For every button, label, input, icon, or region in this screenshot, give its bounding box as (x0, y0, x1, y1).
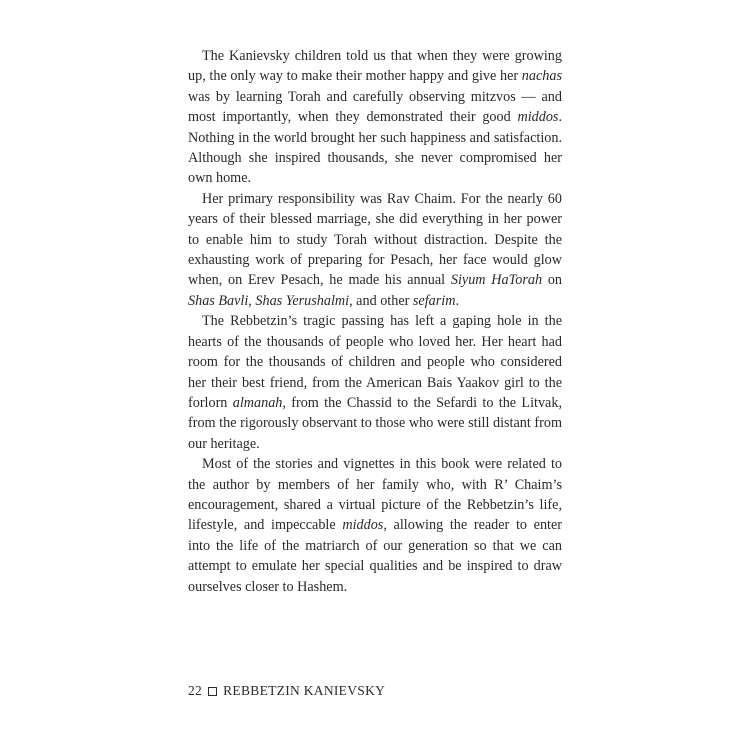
text-segment: , from the Chassid to the Sefardi to the Litvak, from the rigorously observant to those who were still distant from our heritage. (188, 394, 562, 452)
italic-text: nachas (521, 68, 562, 85)
page-footer (188, 683, 385, 699)
paragraph (188, 311, 562, 454)
text-segment: , and other (349, 292, 413, 309)
text-segment: on (542, 272, 563, 289)
italic-text: Shas Yerushalmi (255, 292, 350, 309)
paragraph (188, 189, 562, 311)
square-box-icon (208, 687, 217, 696)
text-segment: , (248, 292, 256, 309)
body-text (188, 46, 562, 597)
text-segment: The Rebbetzin’s tragic passing has left a gaping hole in the hearts of the thousands of people who loved her. Her heart had room for the thousands of children and people who considered her their best friend, from the American Bais Yaakov girl to the forlorn (188, 313, 562, 411)
text-segment: . Nothing in the world brought her such happiness and satisfaction. Although she inspired thousands, she never compromised her own home. (188, 109, 562, 187)
italic-text: Shas Bavli (188, 292, 249, 309)
text-segment: Her primary responsibility was Rav Chaim. For the nearly 60 years of their blessed marriage, she did everything in her power to enable him to study Torah without distraction. Despite the exhausting work of preparing for Pesach, her face would glow when, on Erev Pesach, he made his annual (188, 190, 562, 289)
paragraph (188, 454, 562, 597)
running-title: REBBETZIN KANIEVSKY (223, 683, 386, 698)
text-segment: Most of the stories and vignettes in this book were related to the author by members of her family who, with R’ Chaim’s encouragement, shared a virtual picture of the Rebbetzin’s life, lifestyle, and impeccable (188, 456, 562, 534)
italic-text: Siyum HaTorah (450, 272, 543, 289)
italic-text: middos (517, 109, 559, 126)
text-segment: . (455, 292, 460, 309)
italic-text: almanah (232, 394, 283, 411)
text-segment: was by learning Torah and carefully observing mitzvos — and most importantly, when they demonstrated their good (188, 88, 562, 126)
text-segment: The Kanievsky children told us that when they were growing up, the only way to make their mother happy and give her (188, 48, 562, 85)
text-segment: , allowing the reader to enter into the life of the matriarch of our generation so that we can attempt to emulate her special qualities and be inspired to draw ourselves closer to Hashem. (188, 517, 563, 595)
page-number: 22 (188, 683, 203, 698)
italic-text: sefarim (412, 292, 456, 309)
paragraph (188, 46, 562, 189)
italic-text: middos (342, 517, 384, 534)
